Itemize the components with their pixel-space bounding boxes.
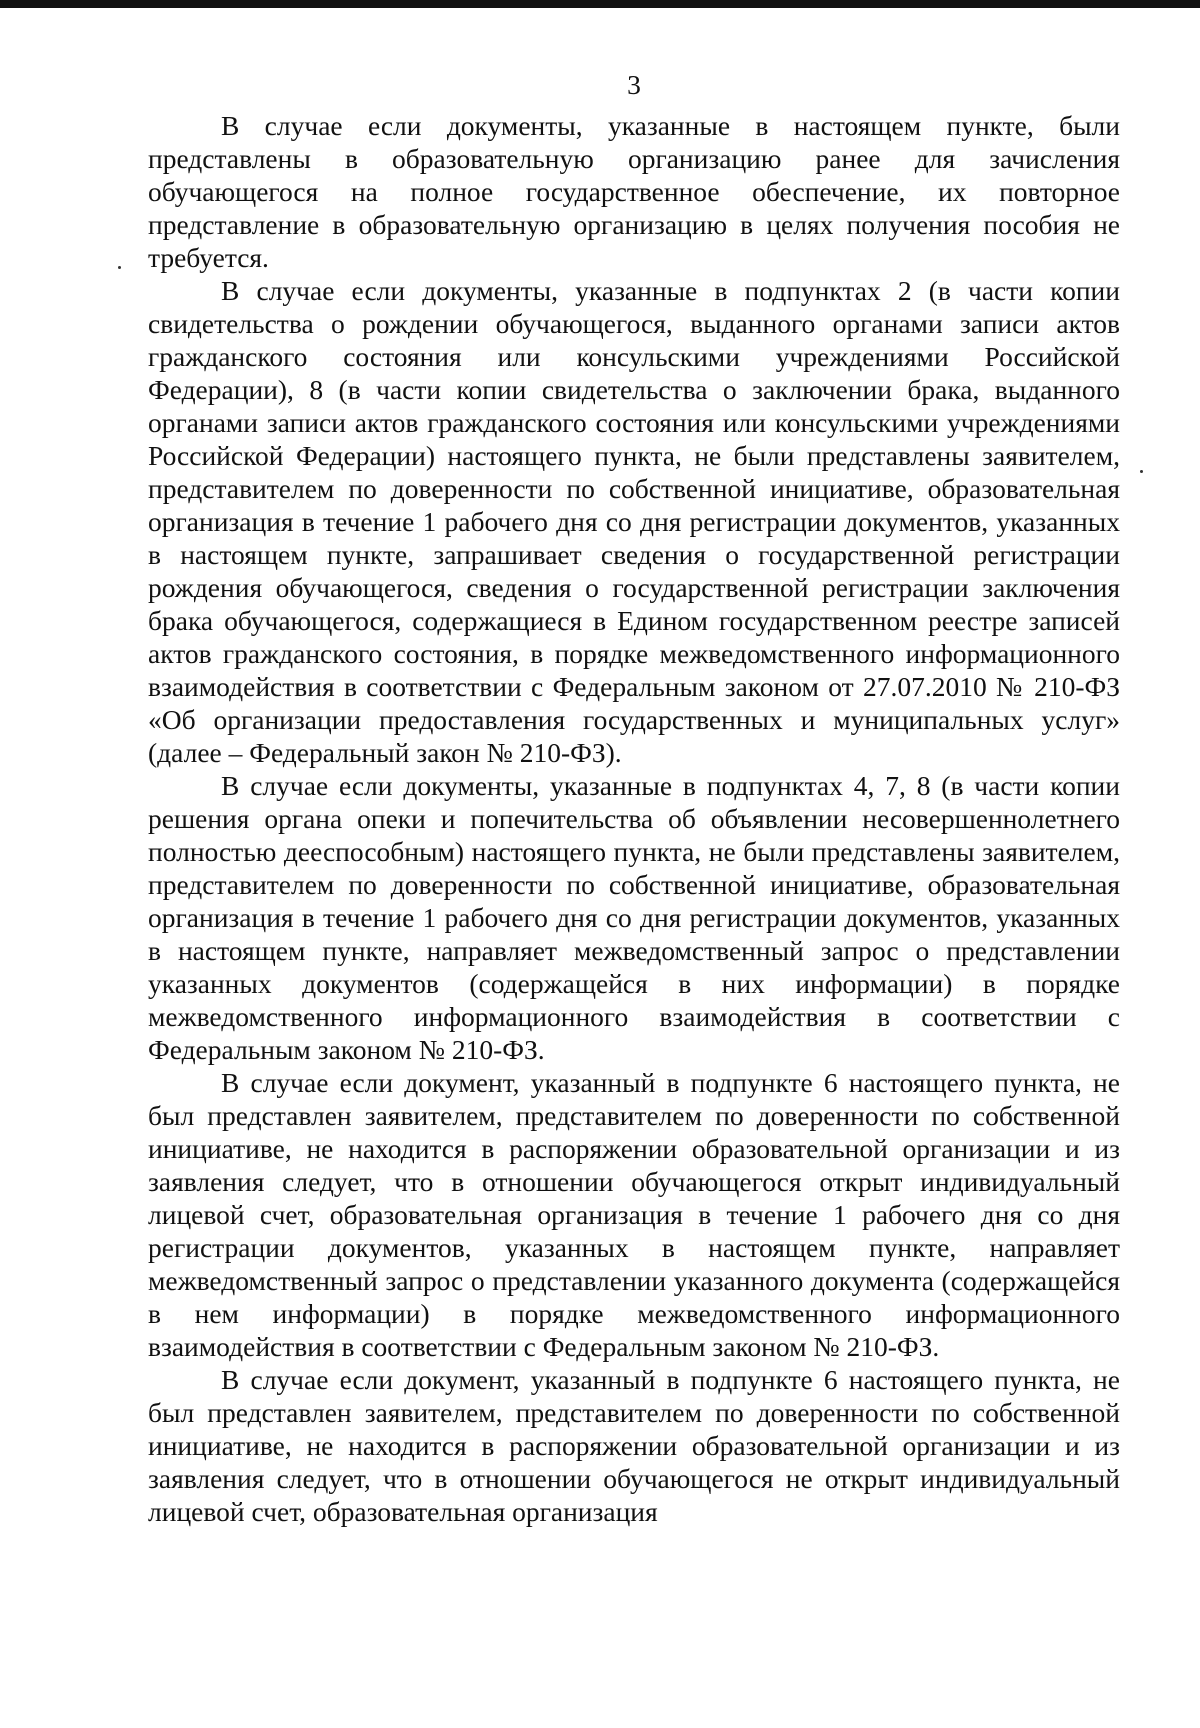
paragraph: В случае если документ, указанный в подпункте 6 настоящего пункта, не был представлен заявителем, представителем по доверенности по собственной инициативе, не находится в распоряжении образовательной организации и из заявления следует, что в отношении обучающегося не открыт индивидуальный лицевой счет, образовательная организация [148, 1364, 1120, 1527]
paragraph: В случае если документы, указанные в настоящем пункте, были представлены в образовательную организацию ранее для зачисления обучающегося на полное государственное обеспечение, их повторное представление в образовательную организацию в целях получения пособия не требуется. [148, 110, 1120, 273]
scan-artifact-dot [1140, 470, 1143, 473]
paragraph: В случае если документы, указанные в подпунктах 4, 7, 8 (в части копии решения органа опеки и попечительства об объявлении несовершеннолетнего полностью дееспособным) настоящего пункта, не были представлены заявителем, представителем по доверенности по собственной инициативе, образовательная организация в течение 1 рабочего дня со дня регистрации документов, указанных в настоящем пункте, направляет межведомственный запрос о представлении указанных документов (содержащейся в них информации) в порядке межведомственного информационного взаимодействия в соответствии с Федеральным законом № 210-ФЗ. [148, 770, 1120, 1065]
paragraph: В случае если документы, указанные в подпунктах 2 (в части копии свидетельства о рождении обучающегося, выданного органами записи актов гражданского состояния или консульскими учреждениями Российской Федерации), 8 (в части копии свидетельства о заключении брака, выданного органами записи актов гражданского состояния или консульскими учреждениями Российской Федерации) настоящего пункта, не были представлены заявителем, представителем по доверенности по собственной инициативе, образовательная организация в течение 1 рабочего дня со дня регистрации документов, указанных в настоящем пункте, запрашивает сведения о государственной регистрации рождения обучающегося, сведения о государственной регистрации заключения брака обучающегося, содержащиеся в Едином государственном реестре записей актов гражданского состояния, в порядке межведомственного информационного взаимодействия в соответствии с Федеральным законом от 27.07.2010 № 210-ФЗ «Об организации предоставления государственных и муниципальных услуг» (далее – Федеральный закон № 210-ФЗ). [148, 275, 1120, 768]
page-number: 3 [627, 69, 641, 100]
paragraph: В случае если документ, указанный в подпункте 6 настоящего пункта, не был представлен заявителем, представителем по доверенности по собственной инициативе, не находится в распоряжении образовательной организации и из заявления следует, что в отношении обучающегося открыт индивидуальный лицевой счет, образовательная организация в течение 1 рабочего дня со дня регистрации документов, указанных в настоящем пункте, направляет межведомственный запрос о представлении указанного документа (содержащейся в нем информации) в порядке межведомственного информационного взаимодействия в соответствии с Федеральным законом № 210-ФЗ. [148, 1067, 1120, 1362]
scan-top-border [0, 0, 1200, 8]
document-page [148, 68, 1120, 1528]
scan-artifact-dot [118, 266, 121, 269]
